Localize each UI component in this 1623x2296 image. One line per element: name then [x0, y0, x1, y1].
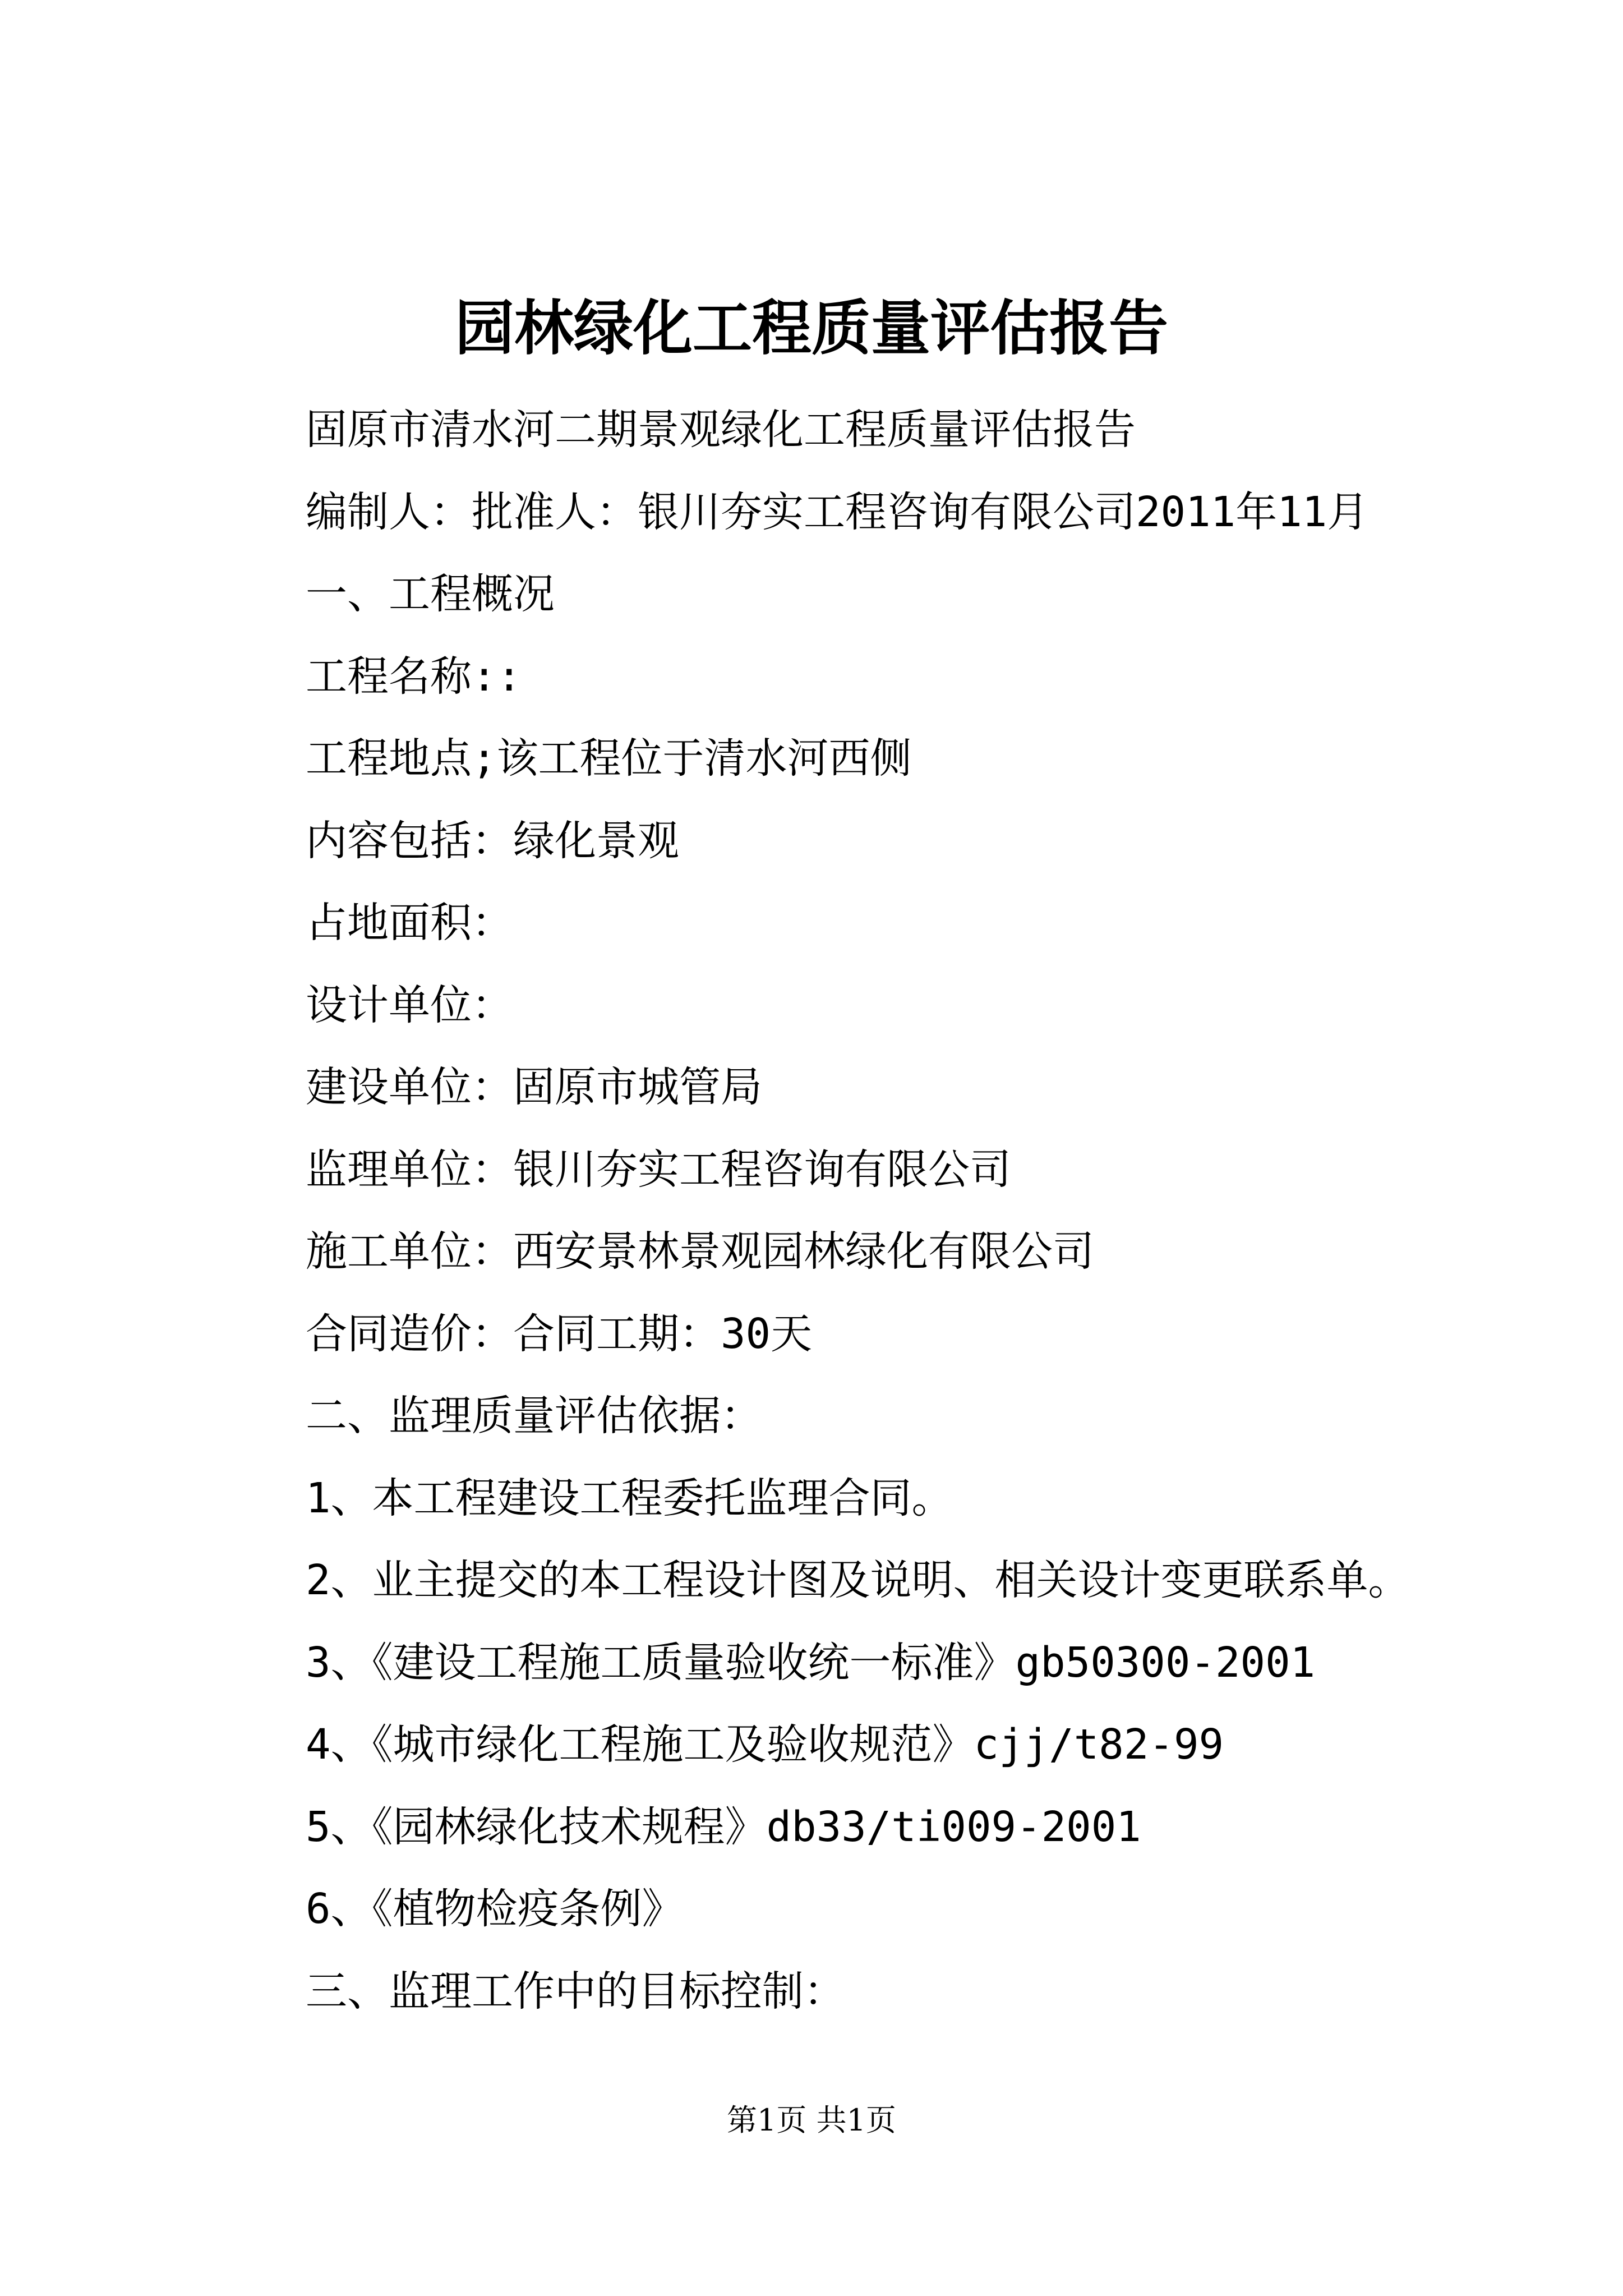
body-line: 固原市清水河二期景观绿化工程质量评估报告 [306, 406, 1136, 454]
body-line: 内容包括：绿化景观 [306, 816, 679, 865]
list-item: 5、《园林绿化技术规程》db33/ti009-2001 [306, 1802, 1141, 1851]
list-item: 2、业主提交的本工程设计图及说明、相关设计变更联系单。 [306, 1556, 1410, 1604]
body-line: 建设单位：固原市城管局 [306, 1063, 762, 1111]
list-item: 3、《建设工程施工质量验收统一标准》gb50300-2001 [306, 1638, 1316, 1687]
page-number-footer: 第1页 共1页 [727, 2102, 896, 2138]
body-line: 工程地点;该工程位于清水河西侧 [306, 734, 912, 783]
body-line: 设计单位： [306, 981, 513, 1029]
list-item: 1、本工程建设工程委托监理合同。 [306, 1474, 953, 1522]
document-title: 园林绿化工程质量评估报告 [455, 293, 1168, 363]
body-line: 编制人：批准人：银川夯实工程咨询有限公司2011年11月 [306, 487, 1369, 536]
section-heading: 一、工程概况 [306, 570, 555, 618]
list-item: 4、《城市绿化工程施工及验收规范》cjj/t82-99 [306, 1720, 1224, 1769]
body-line: 工程名称:: [306, 652, 522, 701]
section-heading: 二、监理质量评估依据： [306, 1392, 762, 1440]
document-body [306, 389, 1573, 2032]
body-line: 施工单位：西安景林景观园林绿化有限公司 [306, 1227, 1094, 1276]
section-heading: 三、监理工作中的目标控制： [306, 1967, 845, 2016]
list-item: 6、《植物检疫条例》 [306, 1885, 684, 1933]
body-line: 监理单位：银川夯实工程咨询有限公司 [306, 1145, 1011, 1194]
body-line: 合同造价：合同工期：30天 [306, 1309, 813, 1358]
body-line: 占地面积： [306, 899, 513, 947]
